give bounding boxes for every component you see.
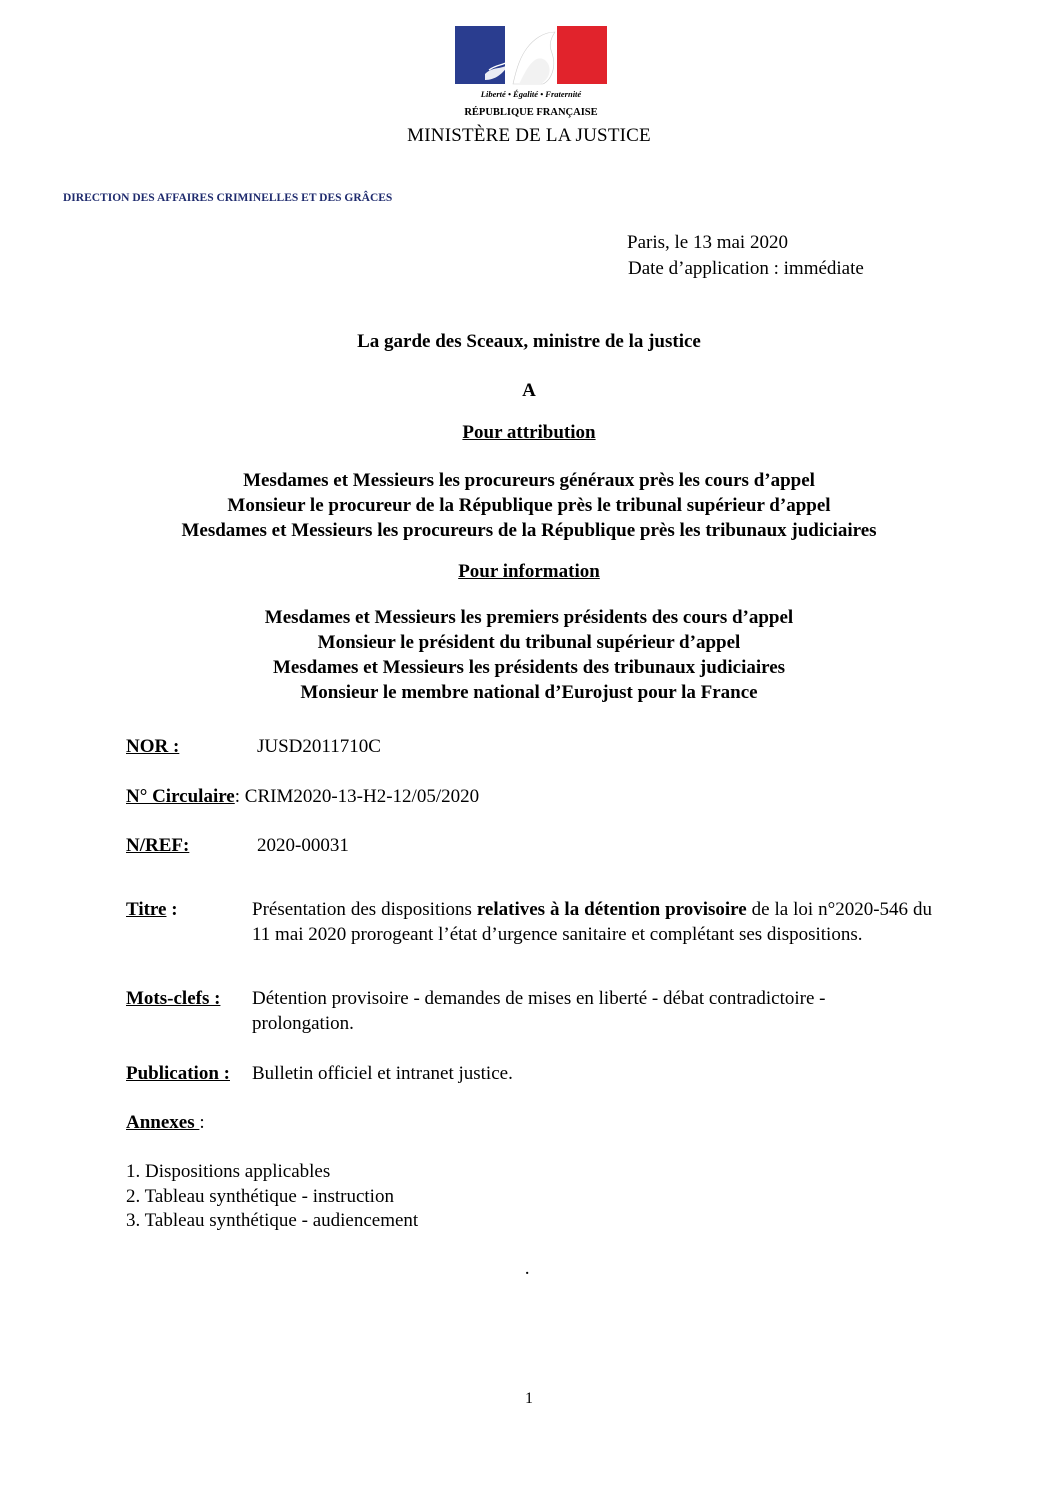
marianne-emblem-icon <box>455 26 607 122</box>
titre-text <box>252 898 932 947</box>
information-heading: Pour information <box>458 561 600 582</box>
circulaire-value: : CRIM2020-13-H2-12/05/2020 <box>234 786 480 807</box>
annexes-list <box>126 1160 418 1234</box>
titre-text-post: de la loi n°2020-546 du 11 mai 2020 prorogeant l’état d’urgence sanitaire et complétant ses dispositions. <box>252 899 932 945</box>
recipient-line: Mesdames et Messieurs les présidents des tribunaux judiciaires <box>272 657 786 678</box>
titre-text-bold: relatives à la détention provisoire <box>476 899 747 920</box>
logo-republic: RÉPUBLIQUE FRANÇAISE <box>464 107 598 118</box>
republique-francaise-logo <box>455 26 607 122</box>
place-date: Paris, le 13 mai 2020 <box>627 232 788 253</box>
annexes-colon: : <box>199 1112 205 1133</box>
nref-label: N/REF: <box>126 835 190 856</box>
recipient-line: Mesdames et Messieurs les premiers présidents des cours d’appel <box>264 607 794 628</box>
mots-clefs-label: Mots-clefs : <box>126 988 221 1009</box>
annexes-heading: Annexes <box>126 1112 200 1133</box>
titre-label-row <box>126 899 178 921</box>
annex-item: 3. Tableau synthétique - audiencement <box>126 1210 419 1231</box>
recipient-line: Mesdames et Messieurs les procureurs de la République près les tribunaux judiciaires <box>181 520 877 541</box>
attribution-recipients <box>0 468 1058 543</box>
titre-text-pre: Présentation des dispositions <box>252 899 477 920</box>
recipient-line: Monsieur le président du tribunal supérieur d’appel <box>317 632 741 653</box>
recipient-line: Monsieur le procureur de la République près le tribunal supérieur d’appel <box>227 495 831 516</box>
information-recipients <box>0 605 1058 705</box>
addressee-marker: A <box>522 380 536 401</box>
publication-text: Bulletin officiel et intranet justice. <box>252 1063 513 1084</box>
page-number: 1 <box>525 1390 533 1407</box>
annex-item: 2. Tableau synthétique - instruction <box>126 1185 394 1207</box>
application-date: Date d’application : immédiate <box>628 258 864 279</box>
logo-motto: Liberté • Égalité • Fraternité <box>480 89 582 99</box>
recipient-line: Monsieur le membre national d’Eurojust pour la France <box>300 682 758 703</box>
titre-colon: : <box>166 899 178 920</box>
stray-dot: · <box>524 1263 531 1284</box>
nor-label: NOR : <box>126 736 180 757</box>
nref-value: 2020-00031 <box>257 835 349 856</box>
annexes-heading-row <box>126 1112 205 1134</box>
sender: La garde des Sceaux, ministre de la justice <box>357 331 701 352</box>
attribution-heading: Pour attribution <box>462 422 596 443</box>
mots-clefs-text: Détention provisoire - demandes de mises en liberté - débat contradictoire - prolongation. <box>252 988 826 1034</box>
ministry-name: MINISTÈRE DE LA JUSTICE <box>407 125 651 146</box>
annex-item: 1. Dispositions applicables <box>126 1161 331 1182</box>
publication-label: Publication : <box>126 1063 230 1084</box>
circulaire-row <box>126 786 479 808</box>
nor-value: JUSD2011710C <box>257 736 381 757</box>
titre-label: Titre <box>126 899 167 920</box>
circulaire-label: N° Circulaire <box>126 786 235 807</box>
recipient-line: Mesdames et Messieurs les procureurs généraux près les cours d’appel <box>243 470 815 491</box>
direction-name: DIRECTION DES AFFAIRES CRIMINELLES ET DES GRÂCES <box>63 192 393 204</box>
